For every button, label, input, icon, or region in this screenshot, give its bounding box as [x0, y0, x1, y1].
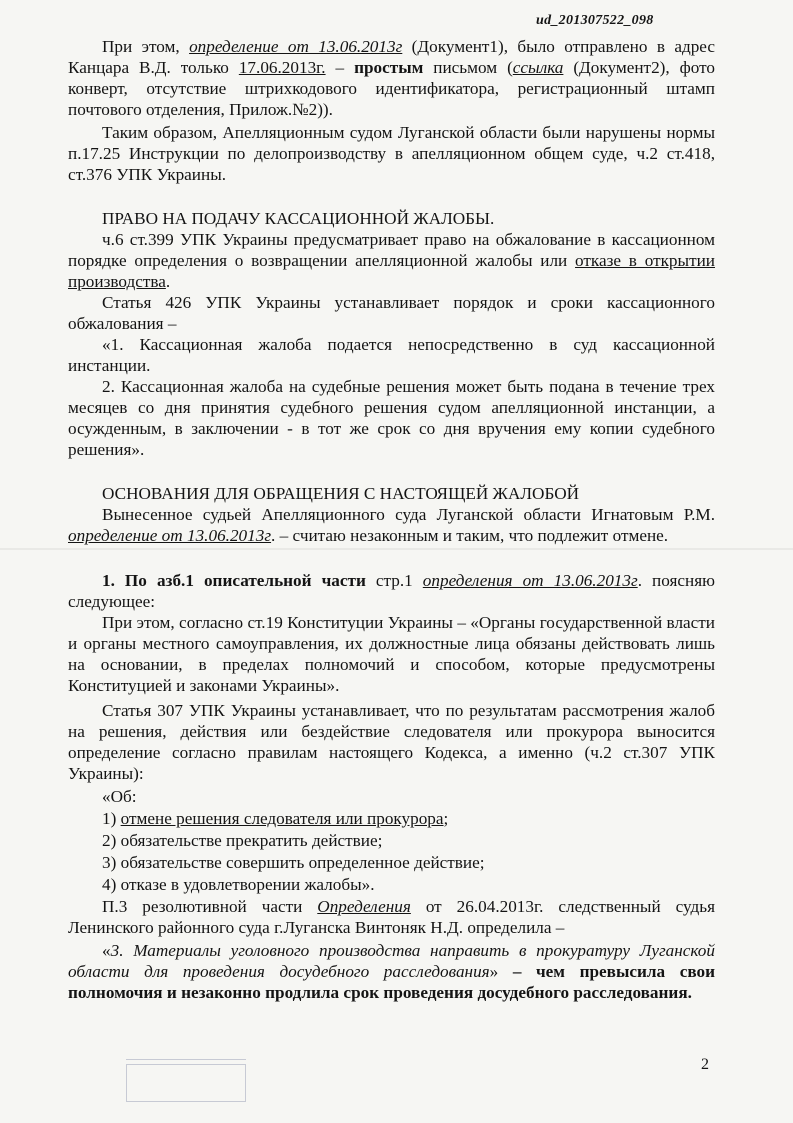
date-underlined: 17.06.2013г. [238, 58, 326, 77]
paragraph-9: При этом, согласно ст.19 Конституции Украины – «Органы государственной власти и органы местного самоуправления, их должностные лица обязаны действовать лишь на основании, в пределах полномочий и способом, которые предусмотрены Конституцией и законами Украины». [68, 613, 715, 695]
registration-stamp-image [126, 1040, 246, 1102]
text: Вынесенное судьей Апелляционного суда Луганской области Игнатовым Р.М. [102, 505, 715, 524]
paragraph-3 [68, 229, 715, 292]
bold-text: простым [354, 58, 424, 77]
text: . поясняю следующее: [68, 571, 715, 611]
page-number: 2 [701, 1056, 709, 1073]
paragraph-4: Статья 426 УПК Украины устанавливает порядок и сроки кассационного обжалования – [68, 293, 715, 333]
paragraph-11 [68, 896, 715, 938]
text: ч.6 ст.399 УПК Украины предусматривает право на обжалование в кассационном порядке определения о возвращении апелляционной жалобы или [68, 230, 715, 270]
document-id: ud_201307522_098 [536, 13, 654, 28]
list-intro: «Об: [102, 787, 137, 806]
text: письмом ( [423, 58, 513, 77]
paragraph-5: «1. Кассационная жалоба подается непосредственно в суд кассационной инстанции. [68, 335, 715, 375]
underlined-text: отмене решения следователя или прокурора [120, 809, 444, 828]
reference-link[interactable]: определение от 13.06.2013г [189, 37, 403, 56]
section-heading-1: ПРАВО НА ПОДАЧУ КАССАЦИОННОЙ ЖАЛОБЫ. [102, 209, 495, 228]
text: . [165, 272, 171, 291]
text: ; [443, 809, 449, 828]
text: (Документ1), было отправлено в адрес Канцара В.Д. только [68, 37, 715, 77]
reference-link[interactable]: Определения [317, 897, 411, 916]
text: » [489, 962, 513, 981]
text: П.3 резолютивной части [102, 897, 318, 916]
list-item: 3) обязательстве совершить определенное действие; [102, 853, 485, 872]
paragraph-1 [68, 36, 715, 120]
paragraph-2: Таким образом, Апелляционным судом Луганской области были нарушены нормы п.17.25 Инструкции по делопроизводству в апелляционном общем суде, ч.2 ст.418, ст.376 УПК Украины. [68, 123, 715, 184]
reference-link[interactable]: определения от 13.06.2013г [422, 571, 638, 590]
bold-text: – чем превысила свои полномочия и незаконно продлила срок проведения досудебного расследования. [68, 962, 715, 1002]
list-item: 4) отказе в удовлетворении жалобы». [102, 875, 375, 894]
text: – [325, 58, 355, 77]
text: от 26.04.2013г. следственный судья Ленинского районного суда г.Луганска Винтоняк Н.Д. определила – [68, 897, 715, 937]
text: 1) [102, 809, 121, 828]
paragraph-10: Статья 307 УПК Украины устанавливает, что по результатам рассмотрения жалоб на решения, действия или бездействие следователя или прокурора выносится определение согласно правилам настоящего Кодекса, а именно (ч.2 ст.307 УПК Украины): [68, 701, 715, 783]
bold-text: 1. По азб.1 описательной части [102, 571, 366, 590]
list-item [102, 808, 448, 829]
text: При этом, [102, 37, 190, 56]
paragraph-8 [68, 570, 715, 612]
italic-quote: 3. Материалы уголовного производства направить в прокуратуру Луганской области для проведения досудебного расследования [68, 941, 715, 981]
text: (Документ2), фото конверт, отсутствие штрихкодового идентификатора, регистрационный штамп почтового отделения, Прилож.№2)). [68, 58, 715, 119]
reference-link[interactable]: определение от 13.06.2013г [68, 526, 272, 545]
list-item: 2) обязательстве прекратить действие; [102, 831, 383, 850]
paragraph-7 [68, 504, 715, 546]
paragraph-6: 2. Кассационная жалоба на судебные решения может быть подана в течение трех месяцев со дня принятия судебного решения судом апелляционной инстанции, а осужденным, в заключении - в тот же срок со дня вручения ему копии судебного решения». [68, 377, 715, 459]
fold-line [0, 548, 793, 550]
text: . – считаю незаконным и таким, что подлежит отмене. [271, 526, 669, 545]
text: стр.1 [365, 571, 423, 590]
underlined-text: отказе в открытии производства [68, 251, 715, 291]
text: « [102, 941, 111, 960]
link-text[interactable]: ссылка [512, 58, 564, 77]
section-heading-2: ОСНОВАНИЯ ДЛЯ ОБРАЩЕНИЯ С НАСТОЯЩЕЙ ЖАЛОБОЙ [102, 484, 580, 503]
paragraph-12 [68, 940, 715, 1003]
